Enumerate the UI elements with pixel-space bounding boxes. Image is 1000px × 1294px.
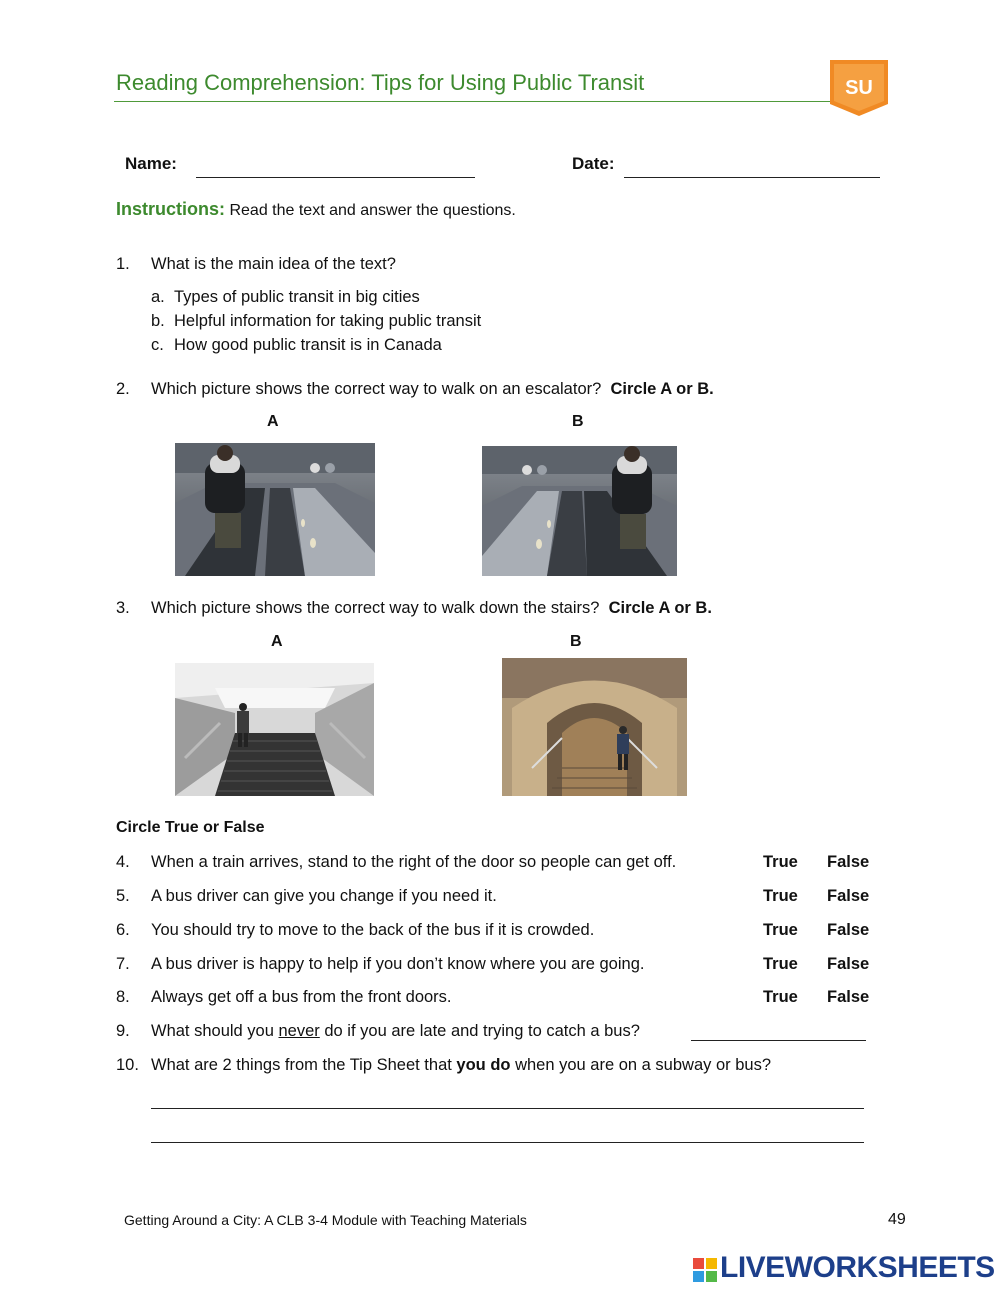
question-text: Which picture shows the correct way to walk down the stairs? — [151, 599, 600, 617]
liveworksheets-logo-icon — [693, 1258, 717, 1282]
svg-text:SU: SU — [845, 77, 873, 99]
picture-label-b: B — [572, 413, 584, 430]
date-label: Date: — [572, 154, 615, 173]
question-text: Which picture shows the correct way to walk on an escalator? — [151, 380, 602, 398]
question-text: What is the main idea of the text? — [151, 255, 396, 273]
answer-line-1[interactable] — [151, 1108, 864, 1109]
liveworksheets-brand[interactable]: LIVEWORKSHEETS — [720, 1251, 995, 1284]
stairs-photo-a[interactable] — [175, 663, 374, 796]
page-number: 49 — [888, 1211, 906, 1228]
instructions-label: Instructions: — [116, 199, 226, 219]
tf-statement: A bus driver is happy to help if you don’t know where you are going. — [151, 955, 645, 973]
question-instruction: Circle A or B. — [608, 599, 712, 617]
true-false-heading: Circle True or False — [116, 819, 265, 836]
tf-statement: Always get off a bus from the front doors. — [151, 988, 452, 1006]
tf-statement: You should try to move to the back of the bus if it is crowded. — [151, 921, 595, 939]
answer-blank-9[interactable] — [691, 1040, 866, 1041]
question-instruction: Circle A or B. — [610, 380, 714, 398]
option-text: Helpful information for taking public transit — [174, 312, 482, 330]
su-badge-logo — [830, 60, 888, 116]
option-text: Types of public transit in big cities — [174, 288, 420, 306]
true-option[interactable]: True — [763, 921, 798, 939]
true-option[interactable]: True — [763, 988, 798, 1006]
date-field[interactable] — [624, 177, 880, 178]
stairs-photo-b[interactable] — [502, 658, 687, 796]
name-field[interactable] — [196, 177, 475, 178]
name-label: Name: — [125, 154, 177, 173]
false-option[interactable]: False — [827, 921, 870, 939]
false-option[interactable]: False — [827, 988, 870, 1006]
false-option[interactable]: False — [827, 955, 870, 973]
answer-line-2[interactable] — [151, 1142, 864, 1143]
true-option[interactable]: True — [763, 853, 798, 871]
false-option[interactable]: False — [827, 853, 870, 871]
emphasis-never: never — [278, 1022, 320, 1040]
tf-statement: A bus driver can give you change if you need it. — [151, 887, 497, 905]
escalator-photo-a[interactable] — [175, 443, 375, 576]
instructions-text: Read the text and answer the questions. — [229, 202, 516, 219]
instructions — [116, 199, 516, 220]
true-option[interactable]: True — [763, 887, 798, 905]
picture-label-b: B — [570, 633, 582, 650]
escalator-photo-b[interactable] — [482, 446, 677, 576]
picture-label-a: A — [267, 413, 279, 430]
question-number: 1. — [116, 255, 130, 273]
emphasis-you-do: you do — [456, 1056, 511, 1074]
option-text: How good public transit is in Canada — [174, 336, 442, 354]
footer-text: Getting Around a City: A CLB 3-4 Module with Teaching Materials — [124, 1212, 527, 1228]
true-option[interactable]: True — [763, 955, 798, 973]
picture-label-a: A — [271, 633, 283, 650]
page-title: Reading Comprehension: Tips for Using Public Transit — [116, 70, 645, 95]
tf-statement: When a train arrives, stand to the right of the door so people can get off. — [151, 853, 677, 871]
false-option[interactable]: False — [827, 887, 870, 905]
title-divider — [114, 101, 834, 102]
